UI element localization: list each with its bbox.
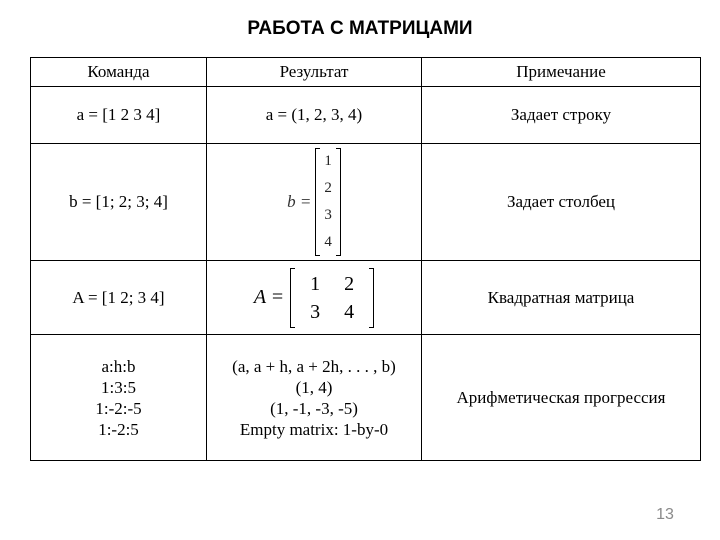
matrix-element: 1: [310, 272, 321, 295]
square-matrix: [290, 268, 374, 328]
column-vector-formula: [287, 148, 341, 256]
cell-command: [31, 335, 207, 461]
table-row: [31, 87, 701, 144]
cell-note: Задает строку: [422, 87, 701, 144]
matrix-element: 3: [310, 300, 321, 323]
cell-command: b = [1; 2; 3; 4]: [31, 144, 207, 261]
result-line: (a, a + h, a + 2h, . . . , b): [232, 356, 396, 376]
page-number: 13: [656, 506, 674, 523]
square-matrix-formula: [254, 268, 374, 328]
page-title: РАБОТА С МАТРИЦАМИ: [247, 18, 473, 39]
cell-result: [207, 144, 422, 261]
variable-name: A =: [253, 286, 285, 308]
cell-result: a = (1, 2, 3, 4): [207, 87, 422, 144]
table-header-row: [31, 58, 701, 87]
matrix-element: 1: [324, 153, 332, 169]
cell-result: [207, 335, 422, 461]
table-row: [31, 335, 701, 461]
matrix-element: 2: [324, 180, 332, 196]
table-row: [31, 261, 701, 335]
result-line: (1, -1, -3, -5): [270, 398, 358, 418]
matrix-element: 3: [324, 207, 332, 223]
matrix-element: 4: [324, 234, 332, 250]
cell-command: a = [1 2 3 4]: [31, 87, 207, 144]
column-vector: [315, 148, 341, 256]
matrix-element: 2: [344, 272, 355, 295]
matrix-element: 4: [344, 300, 355, 323]
command-line: 1:-2:-5: [95, 398, 142, 418]
cell-note: Арифметическая прогрессия: [422, 335, 701, 461]
command-line: 1:-2:5: [98, 419, 139, 439]
command-line: a:h:b: [101, 356, 136, 376]
header-command: Команда: [31, 58, 207, 87]
cell-note: Задает столбец: [422, 144, 701, 261]
variable-name: b =: [287, 192, 312, 212]
header-result: Результат: [207, 58, 422, 87]
table-row: [31, 144, 701, 261]
cell-command: A = [1 2; 3 4]: [31, 261, 207, 335]
matrix-commands-table: [30, 57, 701, 461]
result-line: (1, 4): [295, 377, 333, 397]
result-line: Empty matrix: 1-by-0: [239, 419, 389, 439]
command-line: 1:3:5: [101, 377, 136, 397]
header-note: Примечание: [422, 58, 701, 87]
cell-note: Квадратная матрица: [422, 261, 701, 335]
cell-result: [207, 261, 422, 335]
